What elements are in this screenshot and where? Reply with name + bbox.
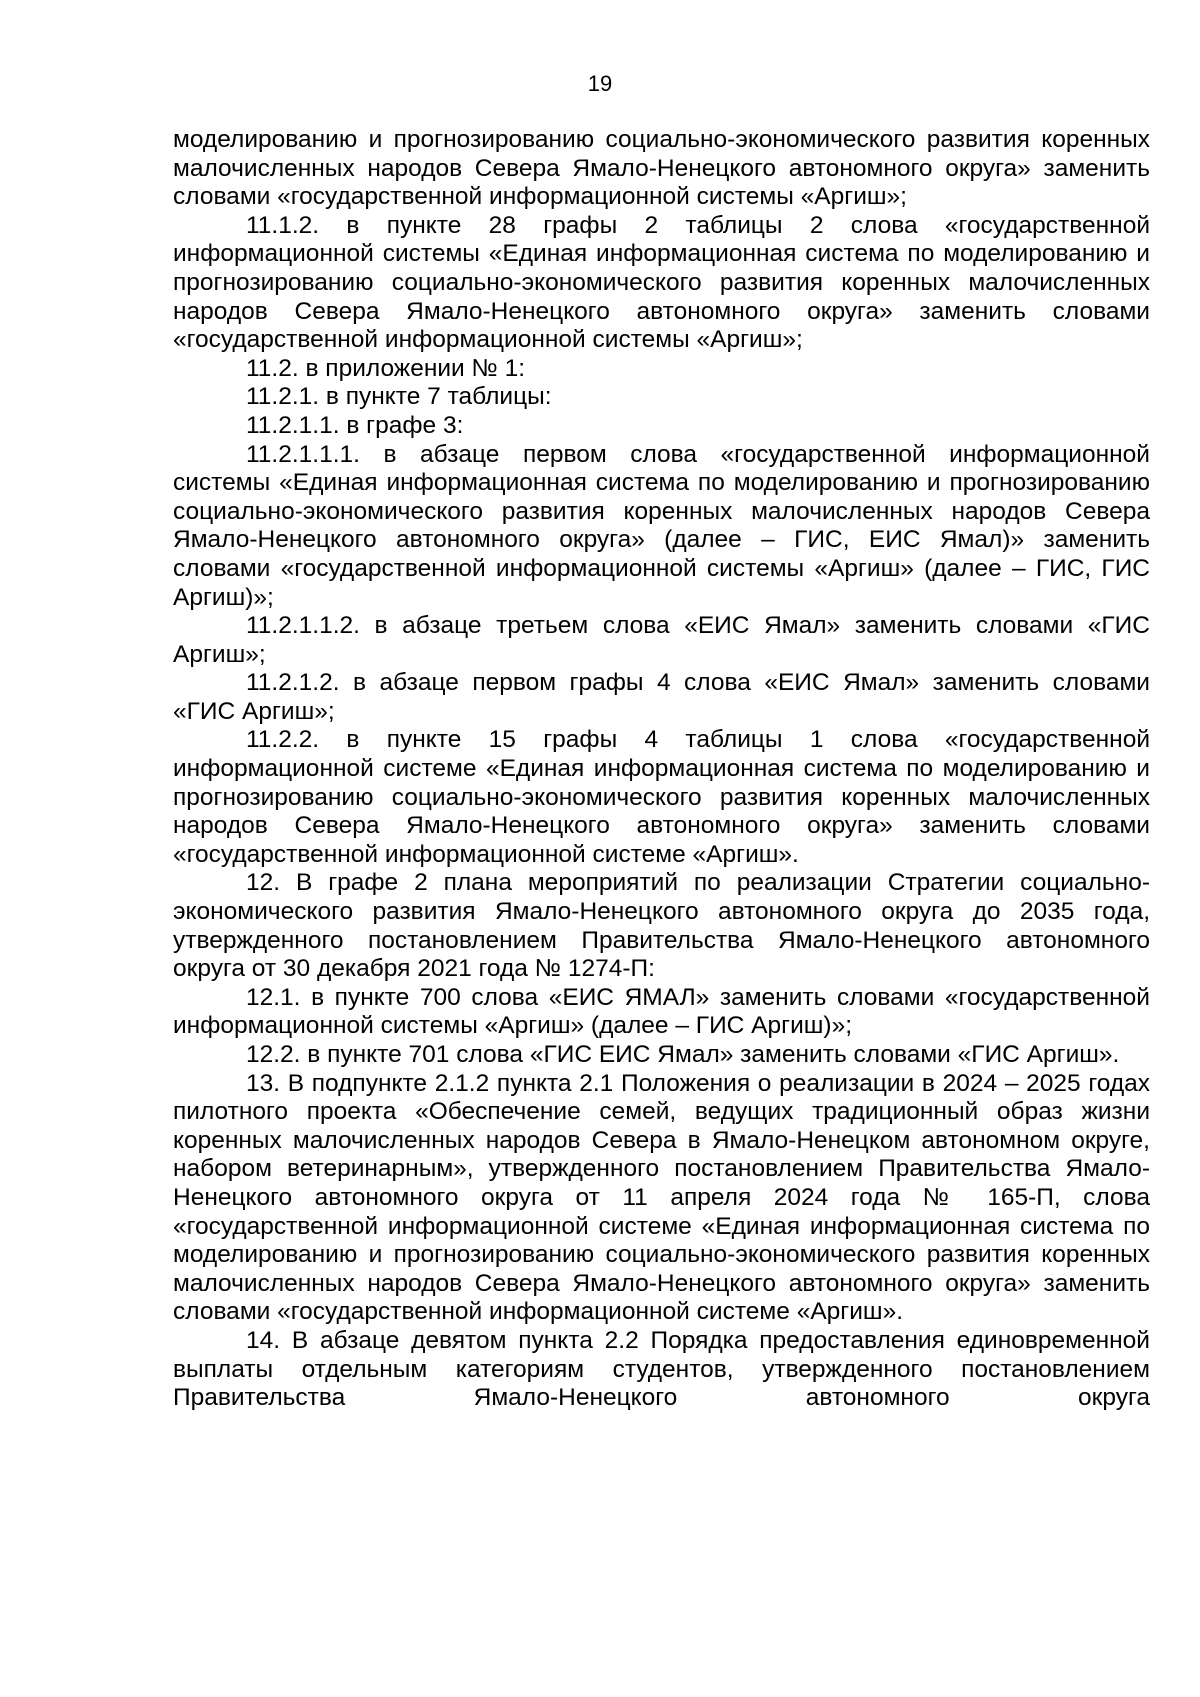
paragraph: 12. В графе 2 плана мероприятий по реализации Стратегии социально-экономического развития Ямало-Ненецкого автономного округа до 2035 года, утвержденного постановлением Правительства Ямало-Ненецкого автономного округа от 30 декабря 2021 года № 1274-П: xyxy=(173,869,1150,983)
document-body xyxy=(173,126,1150,1413)
paragraph: 14. В абзаце девятом пункта 2.2 Порядка предоставления единовременной выплаты отдельным категориям студентов, утвержденного постановлением Правительства Ямало-Ненецкого автономного округа xyxy=(173,1326,1150,1412)
paragraph: 11.2.1.1. в графе 3: xyxy=(246,411,464,439)
paragraph: 11.2.1.2. в абзаце первом графы 4 слова «ЕИС Ямал» заменить словами «ГИС Аргиш»; xyxy=(173,669,1150,725)
paragraph: 11.2.1.1.1. в абзаце первом слова «государственной информационной системы «Единая информационная система по моделированию и прогнозированию социально-экономического развития коренных малочисленных народов Севера Ямало-Ненецкого автономного округа» (далее – ГИС, ЕИС Ямал)» заменить словами «государственной информационной системы «Аргиш» (далее – ГИС, ГИС Аргиш)»; xyxy=(173,440,1150,611)
paragraph: 12.1. в пункте 700 слова «ЕИС ЯМАЛ» заменить словами «государственной информационной системы «Аргиш» (далее – ГИС Аргиш)»; xyxy=(173,983,1150,1040)
paragraph: 12.2. в пункте 701 слова «ГИС ЕИС Ямал» заменить словами «ГИС Аргиш». xyxy=(246,1041,1120,1068)
paragraph: 11.2.1.1.2. в абзаце третьем слова «ЕИС Ямал» заменить словами «ГИС Аргиш»; xyxy=(173,612,1150,668)
paragraph: 11.1.2. в пункте 28 графы 2 таблицы 2 слова «государственной информационной системы «Единая информационная система по моделированию и прогнозированию социально-экономического развития коренных малочисленных народов Севера Ямало-Ненецкого автономного округа» заменить словами «государственной информационной системы «Аргиш»; xyxy=(173,211,1150,354)
paragraph: 13. В подпункте 2.1.2 пункта 2.1 Положения о реализации в 2024 – 2025 годах пилотного проекта «Обеспечение семей, ведущих традиционный образ жизни коренных малочисленных народов Севера в Ямало-Ненецком автономном округе, набором ветеринарным», утвержденного постановлением Правительства Ямало-Ненецкого автономного округа от 11 апреля 2024 года № 165-П, слова «государственной информационной системе «Единая информационная система по моделированию и прогнозированию социально-экономического развития коренных малочисленных народов Севера Ямало-Ненецкого автономного округа» заменить словами «государственной информационной системе «Аргиш». xyxy=(173,1069,1150,1326)
paragraph: 11.2. в приложении № 1: xyxy=(246,354,526,382)
paragraph: 11.2.2. в пункте 15 графы 4 таблицы 1 слова «государственной информационной системе «Единая информационная система по моделированию и прогнозированию социально-экономического развития коренных малочисленных народов Севера Ямало-Ненецкого автономного округа» заменить словами «государственной информационной системе «Аргиш». xyxy=(173,726,1150,868)
paragraph: моделированию и прогнозированию социально-экономического развития коренных малочисленных народов Севера Ямало-Ненецкого автономного округа» заменить словами «государственной информационной системы «Аргиш»; xyxy=(173,126,1150,211)
page-number: 19 xyxy=(587,71,613,96)
paragraph: 11.2.1. в пункте 7 таблицы: xyxy=(246,383,552,411)
